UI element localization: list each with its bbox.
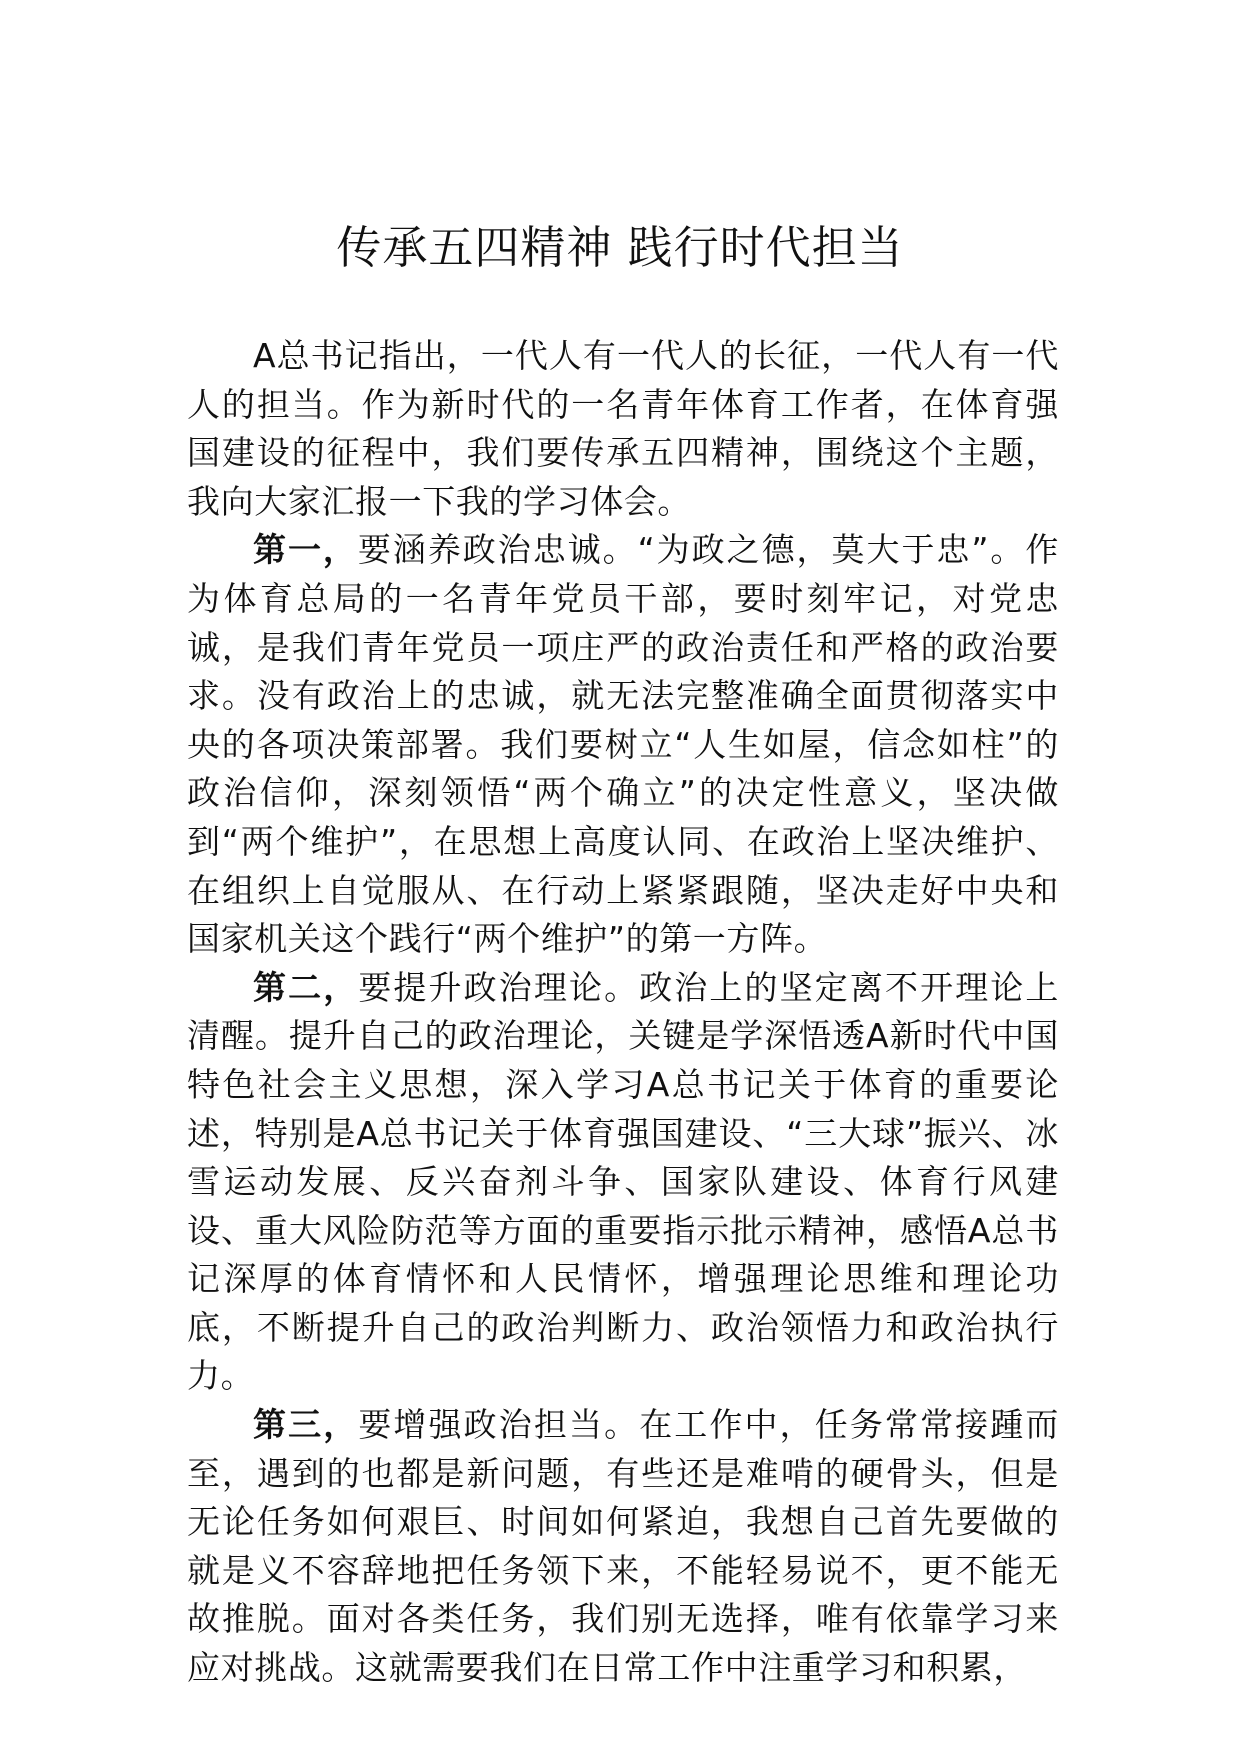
paragraph-text: A总书记指出，一代人有一代人的长征，一代人有一代人的担当。作为新时代的一名青年体育工作者，在体育强国建设的征程中，我们要传承五四精神，围绕这个主题，我向大家汇报一下我的学习体会。 bbox=[187, 336, 1059, 521]
paragraph-third bbox=[187, 1401, 1059, 1693]
paragraph-first bbox=[187, 526, 1059, 963]
paragraph-second bbox=[187, 964, 1059, 1401]
paragraph-text: 要提升政治理论。政治上的坚定离不开理论上清醒。提升自己的政治理论，关键是学深悟透A新时代中国特色社会主义思想，深入学习A总书记关于体育的重要论述，特别是A总书记关于体育强国建设、“三大球”振兴、冰雪运动发展、反兴奋剂斗争、国家队建设、体育行风建设、重大风险防范等方面的重要指示批示精神，感悟A总书记深厚的体育情怀和人民情怀，增强理论思维和理论功底，不断提升自己的政治判断力、政治领悟力和政治执行力。 bbox=[187, 967, 1059, 1396]
document-title: 传承五四精神 践行时代担当 bbox=[336, 221, 904, 274]
paragraph-intro bbox=[187, 332, 1059, 526]
paragraph-text: 要增强政治担当。在工作中，任务常常接踵而至，遇到的也都是新问题，有些还是难啃的硬骨头，但是无论任务如何艰巨、时间如何紧迫，我想自己首先要做的就是义不容辞地把任务领下来，不能轻易说不，更不能无故推脱。面对各类任务，我们别无选择，唯有依靠学习来应对挑战。这就需要我们在日常工作中注重学习和积累， bbox=[187, 1405, 1059, 1688]
paragraph-lead: 第二， bbox=[253, 967, 359, 1007]
paragraph-text: 要涵养政治忠诚。“为政之德，莫大于忠”。作为体育总局的一名青年党员干部，要时刻牢记，对党忠诚，是我们青年党员一项庄严的政治责任和严格的政治要求。没有政治上的忠诚，就无法完整准确全面贯彻落实中央的各项决策部署。我们要树立“人生如屋，信念如柱”的政治信仰，深刻领悟“两个确立”的决定性意义，坚决做到“两个维护”，在思想上高度认同、在政治上坚决维护、在组织上自觉服从、在行动上紧紧跟随，坚决走好中央和国家机关这个践行“两个维护”的第一方阵。 bbox=[187, 530, 1059, 959]
paragraph-lead: 第三， bbox=[253, 1405, 359, 1445]
document-body bbox=[187, 332, 1059, 1693]
paragraph-lead: 第一， bbox=[253, 530, 358, 570]
